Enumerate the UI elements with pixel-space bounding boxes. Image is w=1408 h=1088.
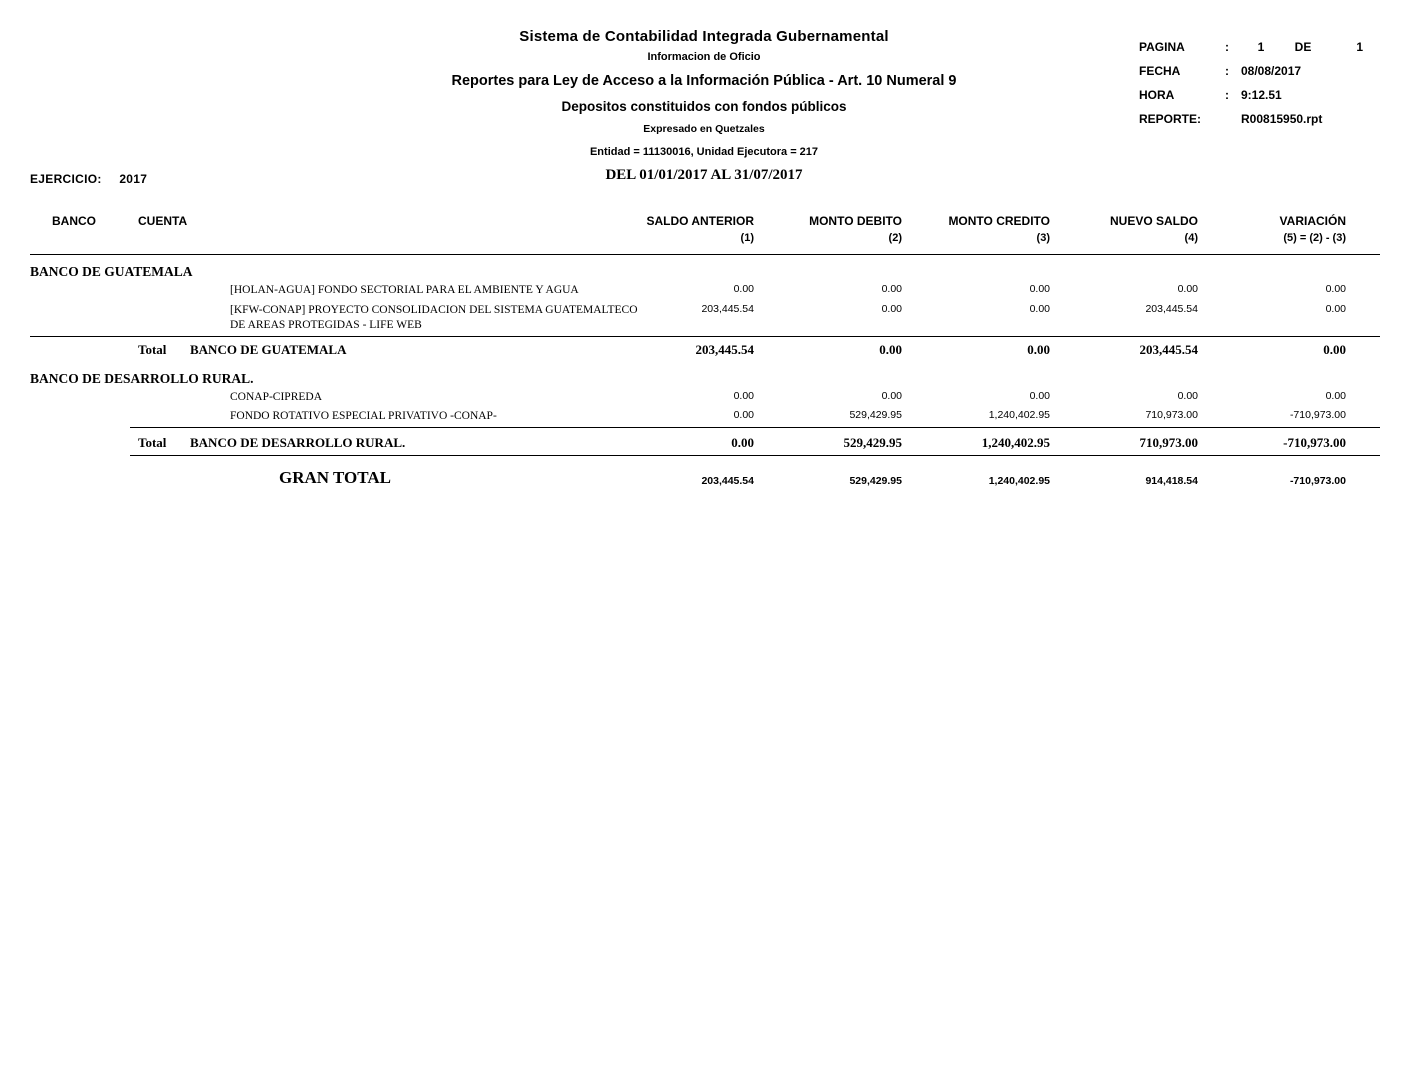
col-nuevo-saldo [1084,214,1232,246]
report-meta [1139,40,1363,136]
cell-nuevo-saldo: 0.00 [1177,389,1198,402]
meta-page-colon: : [1225,40,1229,54]
cell-nuevo-saldo: 0.00 [1177,283,1198,295]
cell-saldo-anterior: 203,445.54 [701,302,754,315]
col-monto-debito-sub: (2) [888,232,902,244]
table-row [30,301,1380,337]
table-body [30,255,1380,490]
cell-monto-debito: 0.00 [881,283,902,295]
table-header-row [30,214,1380,246]
total-monto-credito: 1,240,402.95 [981,435,1050,451]
cell-variacion: 0.00 [1325,302,1346,315]
group-total-row [30,338,1380,362]
table-row [30,388,1380,408]
cell-saldo-anterior: 0.00 [733,409,754,422]
col-nuevo-saldo-label: NUEVO SALDO [1109,214,1198,228]
cell-monto-credito: 0.00 [1029,302,1050,315]
meta-page-current: 1 [1257,40,1265,54]
grand-total-saldo-anterior: 203,445.54 [701,474,754,487]
cell-monto-credito: 1,240,402.95 [988,409,1050,422]
col-variacion [1232,214,1380,246]
total-variacion: -710,973.00 [1283,435,1346,451]
total-label: Total [138,435,167,451]
grand-total-label: GRAN TOTAL [279,467,391,487]
total-label: Total [138,341,167,357]
grand-total-nuevo-saldo: 914,418.54 [1145,474,1198,487]
grand-total-row [30,460,1380,490]
meta-page [1139,40,1363,54]
cell-monto-credito: 0.00 [1029,283,1050,295]
col-monto-credito [936,214,1084,246]
account-name: FONDO ROTATIVO ESPECIAL PRIVATIVO -CONAP- [230,410,497,423]
col-monto-credito-label: MONTO CREDITO [948,214,1050,228]
report-title-block [144,28,1264,184]
total-saldo-anterior: 203,445.54 [695,341,754,357]
cell-variacion: -710,973.00 [1289,409,1346,422]
table-row [30,407,1380,427]
subtitle-informacion: Informacion de Oficio [647,51,761,63]
account-name-line1: [KFW-CONAP] PROYECTO CONSOLIDACION DEL SISTEMA GUATEMALTECO [230,303,638,316]
report-table-wrap [0,214,1408,490]
total-nuevo-saldo: 710,973.00 [1139,435,1198,451]
period-line: DEL 01/01/2017 AL 31/07/2017 [605,167,803,183]
col-saldo-anterior [640,214,788,246]
cell-saldo-anterior: 0.00 [733,389,754,402]
grand-total-monto-debito: 529,429.95 [849,474,902,487]
meta-report-value: R00815950.rpt [1241,112,1323,126]
meta-time-value: 9:12.51 [1241,88,1282,102]
cell-saldo-anterior: 0.00 [733,283,754,295]
entity-line: Entidad = 11130016, Unidad Ejecutora = 217 [589,146,819,158]
bank-group-header [30,255,1380,282]
bank-group-header [30,362,1380,388]
total-monto-debito: 529,429.95 [843,435,902,451]
cell-monto-debito: 0.00 [881,302,902,315]
col-variacion-sub: (5) = (2) - (3) [1283,232,1346,244]
account-name [130,301,640,337]
col-saldo-anterior-label: SALDO ANTERIOR [646,214,754,228]
col-variacion-label: VARIACIÓN [1279,214,1346,228]
total-monto-credito: 0.00 [1027,341,1050,357]
cell-monto-credito: 0.00 [1029,389,1050,402]
table-row [30,281,1380,301]
cell-nuevo-saldo: 710,973.00 [1145,409,1198,422]
meta-page-total: 1 [1356,40,1363,54]
meta-date-value: 08/08/2017 [1241,64,1302,78]
col-cuenta: CUENTA [138,214,188,228]
ejercicio-label: EJERCICIO: [30,172,102,186]
group-total-row [30,431,1380,456]
col-saldo-anterior-sub: (1) [740,232,754,244]
cell-nuevo-saldo: 203,445.54 [1145,302,1198,315]
meta-page-de: DE [1294,40,1312,54]
col-monto-debito-label: MONTO DEBITO [809,214,902,228]
bank-name: BANCO DE GUATEMALA [30,264,193,279]
total-bank-name: BANCO DE GUATEMALA [190,341,347,357]
cell-monto-debito: 0.00 [881,389,902,402]
ejercicio-block [30,172,147,186]
report-header [0,0,1408,184]
cell-monto-debito: 529,429.95 [849,409,902,422]
total-bank-name: BANCO DE DESARROLLO RURAL. [190,435,406,451]
total-nuevo-saldo: 203,445.54 [1139,341,1198,357]
currency-note: Expresado en Quetzales [643,123,765,135]
cell-variacion: 0.00 [1325,283,1346,295]
header-rule [30,246,1380,255]
account-name: CONAP-CIPREDA [230,390,323,403]
col-monto-debito [788,214,936,246]
meta-date-colon: : [1225,64,1229,78]
meta-page-label: PAGINA [1139,40,1185,54]
bank-name: BANCO DE DESARROLLO RURAL. [30,370,254,386]
report-subject: Depositos constituidos con fondos públicos [561,99,847,114]
table-head [30,214,1380,255]
report-law-title: Reportes para Ley de Acceso a la Información Pública - Art. 10 Numeral 9 [451,73,957,89]
meta-date [1139,64,1363,78]
meta-time-colon: : [1225,88,1229,102]
account-name: [HOLAN-AGUA] FONDO SECTORIAL PARA EL AMBIENTE Y AGUA [230,284,579,296]
total-variacion: 0.00 [1323,341,1346,357]
grand-total-variacion: -710,973.00 [1289,474,1346,487]
meta-date-label: FECHA [1139,64,1181,78]
meta-report-label: REPORTE: [1139,112,1202,126]
ejercicio-value: 2017 [119,172,148,186]
col-nuevo-saldo-sub: (4) [1184,232,1198,244]
grand-total-monto-credito: 1,240,402.95 [988,474,1050,487]
col-banco: BANCO [52,214,96,228]
deposits-table [30,214,1380,490]
account-name-line2: DE AREAS PROTEGIDAS - LIFE WEB [230,319,422,332]
system-title: Sistema de Contabilidad Integrada Gubernamental [519,28,889,45]
meta-time-label: HORA [1139,88,1175,102]
meta-report [1139,112,1363,126]
meta-time [1139,88,1363,102]
col-monto-credito-sub: (3) [1036,232,1050,244]
total-saldo-anterior: 0.00 [731,435,754,451]
cell-variacion: 0.00 [1325,389,1346,402]
total-monto-debito: 0.00 [879,341,902,357]
